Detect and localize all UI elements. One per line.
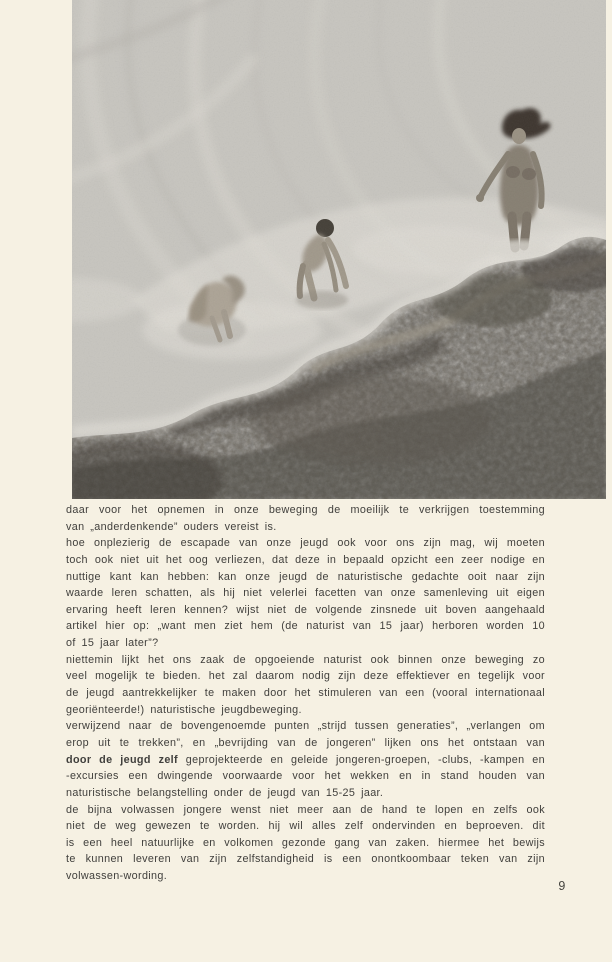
text-line: nuttige kant kan hebben: kan onze jeugd de naturistische gedachte ooit naar zijn (66, 570, 545, 583)
text-line: erop uit te trekken”, en „bevrijding van de jongeren” lijken ons het ontstaan van (66, 736, 545, 749)
body-text (66, 502, 545, 885)
photo (72, 0, 606, 499)
paragraph (66, 718, 545, 801)
text-line: georiënteerde!) naturistische jeugdbeweging. (66, 703, 302, 716)
text-line: artikel hier op: „want men ziet hem (de naturist van 15 jaar) herboren worden 10 (66, 620, 545, 633)
paragraph (66, 502, 545, 535)
text-line: verwijzend naar de bovengenoemde punten „strijd tussen generaties”, „verlangen om (66, 720, 545, 733)
text-line (66, 752, 545, 769)
text-line: niettemin lijkt het ons zaak de opgoeiende naturist ook binnen onze beweging zo (66, 653, 545, 666)
bold-phrase: door de jeugd zelf (66, 753, 178, 766)
text-line: de jeugd aantrekkelijker te maken door het stimuleren van een (vooral internationaal (66, 687, 545, 700)
text-line: is een heel natuurlijke en volkomen gezonde gang van zaken. hiermee het bewijs (66, 836, 545, 849)
page-number: 9 (558, 879, 566, 893)
paragraph (66, 802, 545, 885)
grain-overlay-light (72, 0, 606, 499)
paragraph (66, 535, 545, 651)
text-line: naturistische belangstelling onder de jeugd van 15-25 jaar. (66, 786, 384, 799)
text-line: te kunnen leveren van zijn zelfstandigheid is een onontkoombaar teken van zijn (66, 853, 545, 866)
text-line: toch ook niet uit het oog verliezen, dat deze in bepaald opzicht een zeer nodige en (66, 553, 545, 566)
text-line: daar voor het opnemen in onze beweging de moeilijk te verkrijgen toestemming (66, 504, 545, 516)
paragraph (66, 652, 545, 719)
text-line: of 15 jaar later”? (66, 637, 159, 650)
text-line: niet de weg gewezen te worden. hij wil alles zelf ondervinden en beproeven. dit (66, 820, 545, 833)
photo-svg (72, 0, 606, 499)
text-line: van „anderdenkende” ouders vereist is. (66, 520, 277, 533)
text-line: waarde leren schatten, als hij niet velerlei facetten van onze samenleving uit eigen (66, 587, 545, 600)
text-line: hoe onplezierig de escapade van onze jeugd ook voor ons zijn mag, wij moeten (66, 537, 545, 550)
text-line: ervaring heeft leren kennen? wijst niet de volgende zinsnede uit boven aangehaald (66, 603, 545, 616)
text-line: volwassen-wording. (66, 870, 168, 883)
text-line: de bijna volwassen jongere wenst niet meer aan de hand te lopen en zelfs ook (66, 803, 545, 816)
text-line: -excursies een dwingende voorwaarde voor het wekken en in stand houden van (66, 770, 545, 783)
text-line: veel mogelijk te bieden. het zal daarom nodig zijn deze effektiever en tegelijk voor (66, 670, 545, 683)
text-segment: geprojekteerde en geleide jongeren-groepen, -clubs, -kampen en (177, 753, 545, 766)
